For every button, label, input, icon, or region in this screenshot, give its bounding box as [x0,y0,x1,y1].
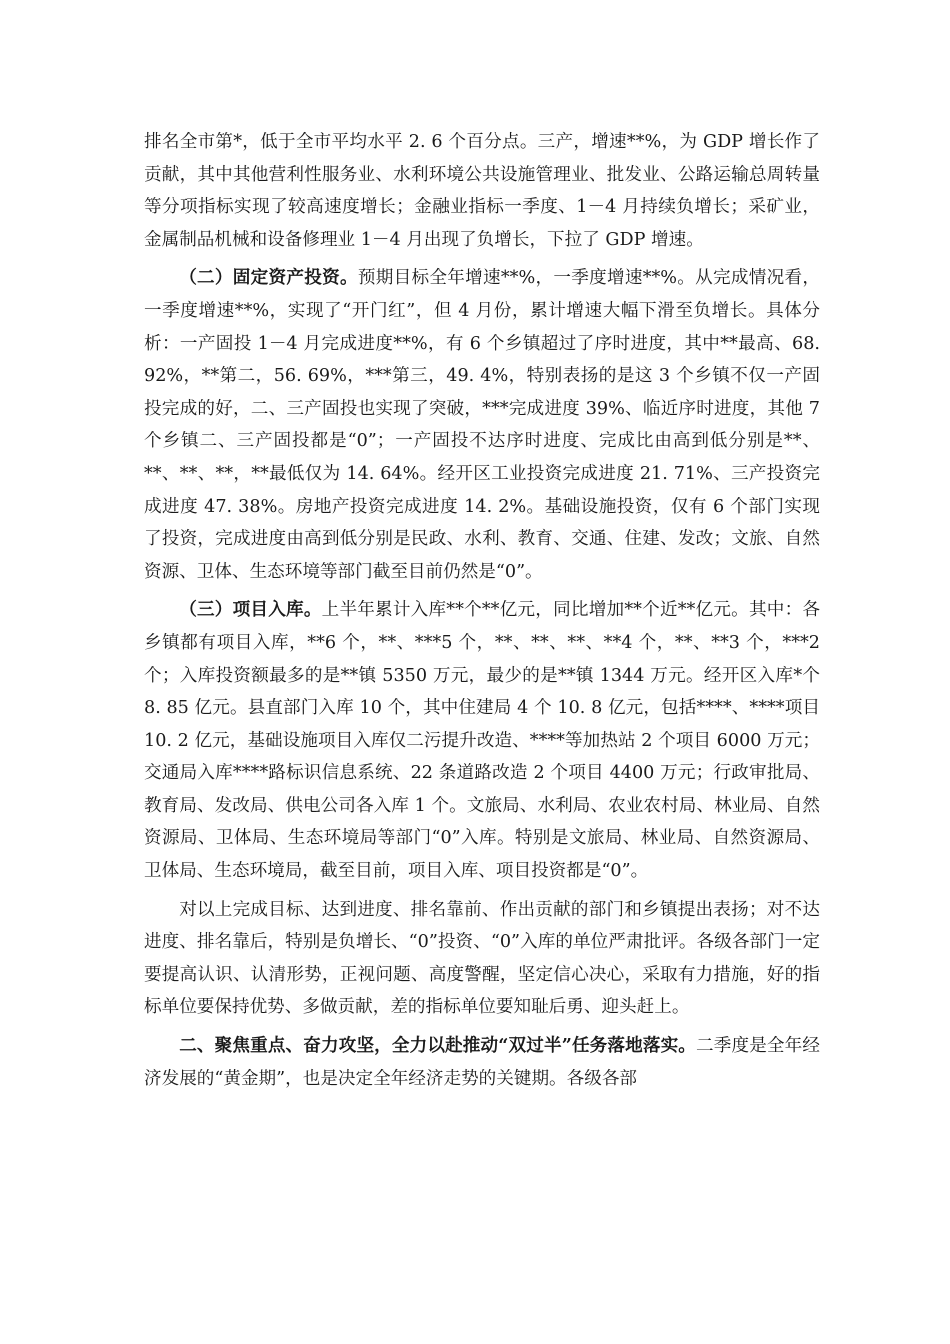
paragraph-commendation-criticism [144,894,820,1024]
paragraph-text: 预期目标全年增速**%，一季度增速**%。从完成情况看，一季度增速**%，实现了“开门红”，但 4 月份，累计增速大幅下滑至负增长。具体分析：一产固投 1－4 月完成进度**%，有 6 个乡镇超过了序时进度，其中**最高、68. 92%，**第二，56. 69%，***第三，49. 4%，特别表扬的是这 3 个乡镇不仅一产固投完成的好，二、三产固投也实现了突破，***完成进度 39%、临近序时进度，其他 7 个乡镇二、三产固投都是“0”；一产固投不达序时进度、完成比由高到低分别是**、**、**、**，**最低仅为 14. 64%。经开区工业投资完成进度 21. 71%、三产投资完成进度 47. 38%。房地产投资完成进度 14. 2%。基础设施投资，仅有 6 个部门实现了投资，完成进度由高到低分别是民政、水利、教育、交通、住建、发改；文旅、自然资源、卫体、生态环境等部门截至目前仍然是“0”。 [144,268,820,582]
document-page [144,126,820,1101]
section-heading: 二、聚焦重点、奋力攻坚，全力以赴推动“双过半”任务落地落实。 [179,1035,697,1057]
section-heading: （二）固定资产投资。 [179,267,358,289]
paragraph-section-two [144,1030,820,1095]
paragraph-fixed-asset-investment [144,262,820,588]
paragraph-text: 对以上完成目标、达到进度、排名靠前、作出贡献的部门和乡镇提出表扬；对不达进度、排名靠后，特别是负增长、“0”投资、“0”入库的单位严肃批评。各级各部门一定要提高认识、认清形势，正视问题、高度警醒，坚定信心决心，采取有力措施，好的指标单位要保持优势、多做贡献，差的指标单位要知耻后勇、迎头赶上。 [144,899,820,1018]
paragraph-text: 排名全市第*，低于全市平均水平 2. 6 个百分点。三产，增速**%，为 GDP 增长作了贡献，其中其他营利性服务业、水利环境公共设施管理业、批发业、公路运输总周转量等分项指标实现了较高速度增长；金融业指标一季度、1－4 月持续负增长；采矿业，金属制品机械和设备修理业 1－4 月出现了负增长，下拉了 GDP 增速。 [144,132,820,250]
paragraph-gdp-continued [144,126,820,256]
paragraph-text: 上半年累计入库**个**亿元，同比增加**个近**亿元。其中：各乡镇都有项目入库，**6 个，**、***5 个，**、**、**、**4 个，**、**3 个，***2 个；入库投资额最多的是**镇 5350 万元，最少的是**镇 1344 万元。经开区入库*个 8. 85 亿元。县直部门入库 10 个，其中住建局 4 个 10. 8 亿元，包括****、****项目 10. 2 亿元，基础设施项目入库仅二污提升改造、****等加热站 2 个项目 6000 万元；交通局入库****路标识信息系统、22 条道路改造 2 个项目 4400 万元；行政审批局、教育局、发改局、供电公司各入库 1 个。文旅局、水利局、农业农村局、林业局、自然资源局、卫体局、生态环境局等部门“0”入库。特别是文旅局、林业局、自然资源局、卫体局、生态环境局，截至目前，项目入库、项目投资都是“0”。 [144,600,820,882]
paragraph-text: 二季度是全年经济发展的“黄金期”，也是决定全年经济走势的关键期。各级各部 [144,1036,820,1089]
section-heading: （三）项目入库。 [179,599,322,621]
paragraph-project-warehousing [144,594,820,887]
